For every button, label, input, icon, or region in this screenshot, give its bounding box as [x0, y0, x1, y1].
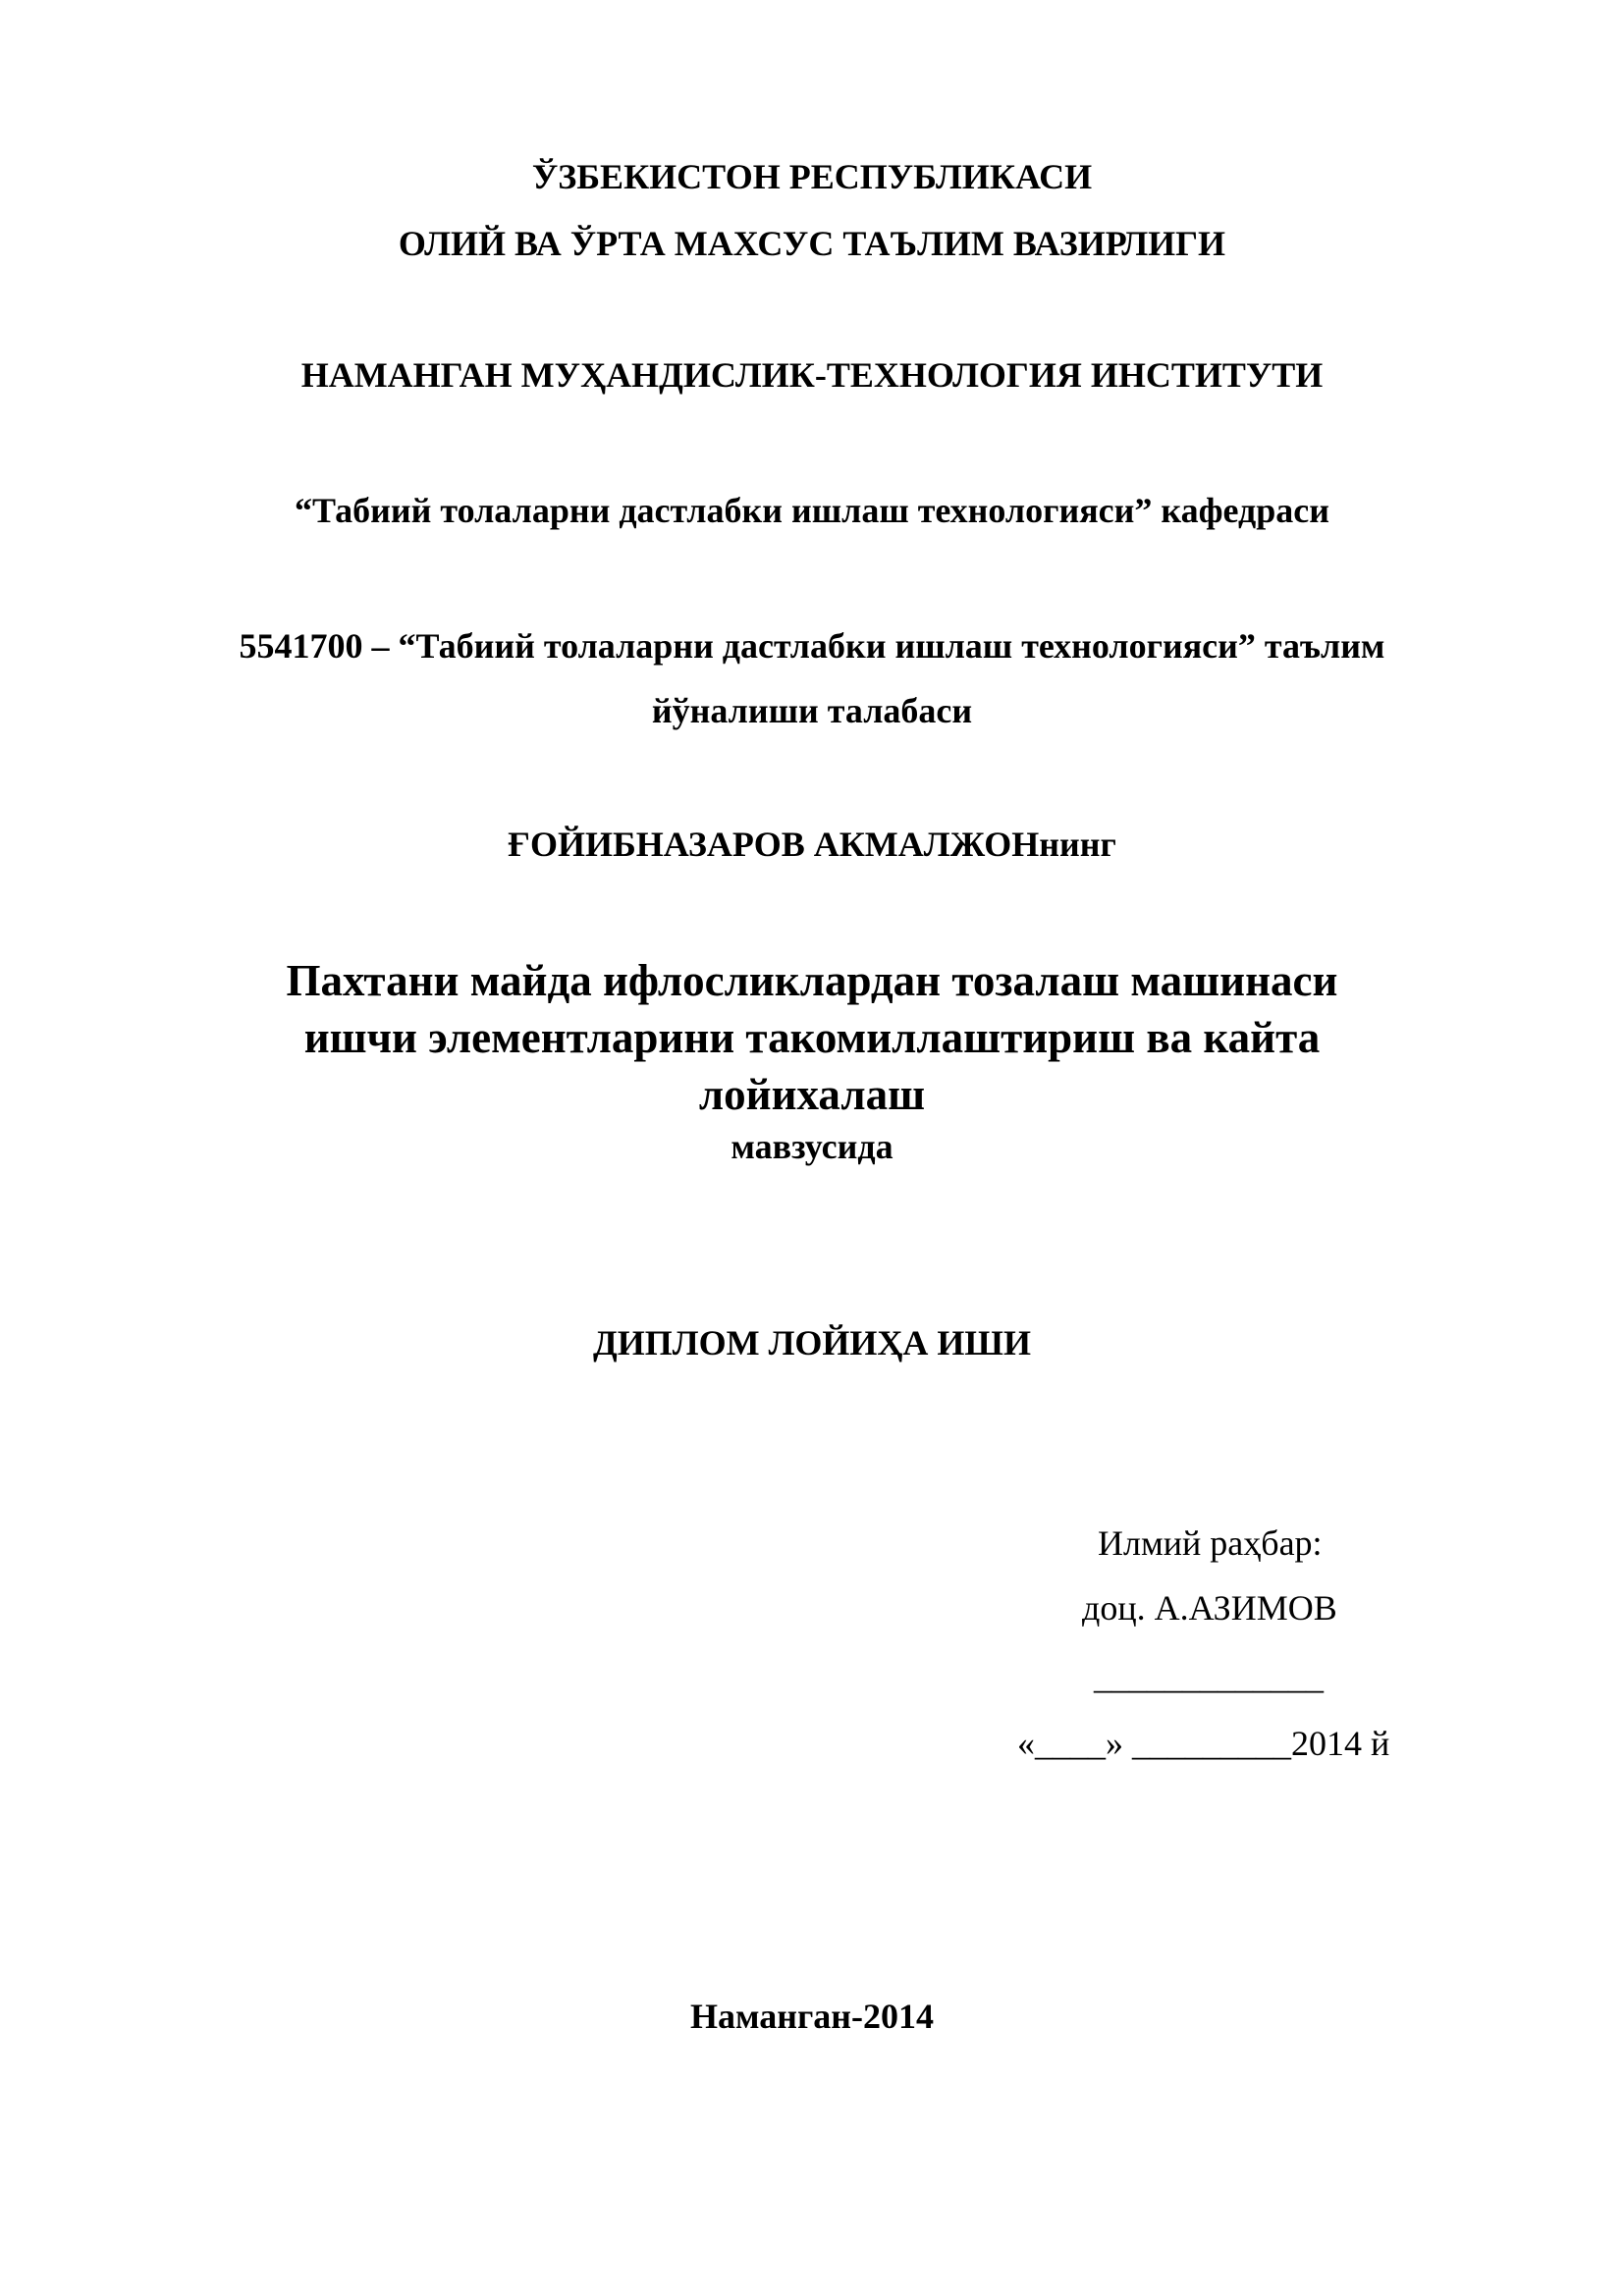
institute-heading: НАМАНГАН МУҲАНДИСЛИК-ТЕХНОЛОГИЯ ИНСТИТУТИ [300, 355, 1324, 395]
place-year: Наманган-2014 [689, 1997, 935, 2036]
date-line: «____» _________2014 й [1017, 1724, 1390, 1763]
department-heading: “Табиий толаларни дастлабки ишлаш технологияси” кафедраси [295, 491, 1329, 530]
topic-suffix: мавзусида [731, 1127, 893, 1166]
supervisor-label: Илмий раҳбар: [1098, 1523, 1323, 1563]
topic-line-3: лойихалаш [698, 1070, 926, 1119]
program-line-1: 5541700 – “Табиий толаларни дастлабки ишлаш технологияси” таълим [239, 626, 1385, 666]
student-name: ҒОЙИБНАЗАРОВ АКМАЛЖОНнинг [508, 825, 1116, 864]
ministry-heading: ОЛИЙ ВА ЎРТА МАХСУС ТАЪЛИМ ВАЗИРЛИГИ [398, 224, 1226, 263]
topic-line-1: Пахтани майда ифлосликлардан тозалаш машинаси [286, 956, 1338, 1005]
topic-line-2: ишчи элементларини такомиллаштириш ва кайта [303, 1013, 1321, 1062]
program-line-2: йўналиши талабаси [651, 691, 973, 730]
work-type-heading: ДИПЛОМ ЛОЙИҲА ИШИ [593, 1323, 1031, 1362]
supervisor-name: доц. А.АЗИМОВ [1082, 1588, 1337, 1628]
republic-heading: ЎЗБЕКИСТОН РЕСПУБЛИКАСИ [531, 157, 1093, 196]
signature-line: _____________ [1094, 1657, 1324, 1696]
